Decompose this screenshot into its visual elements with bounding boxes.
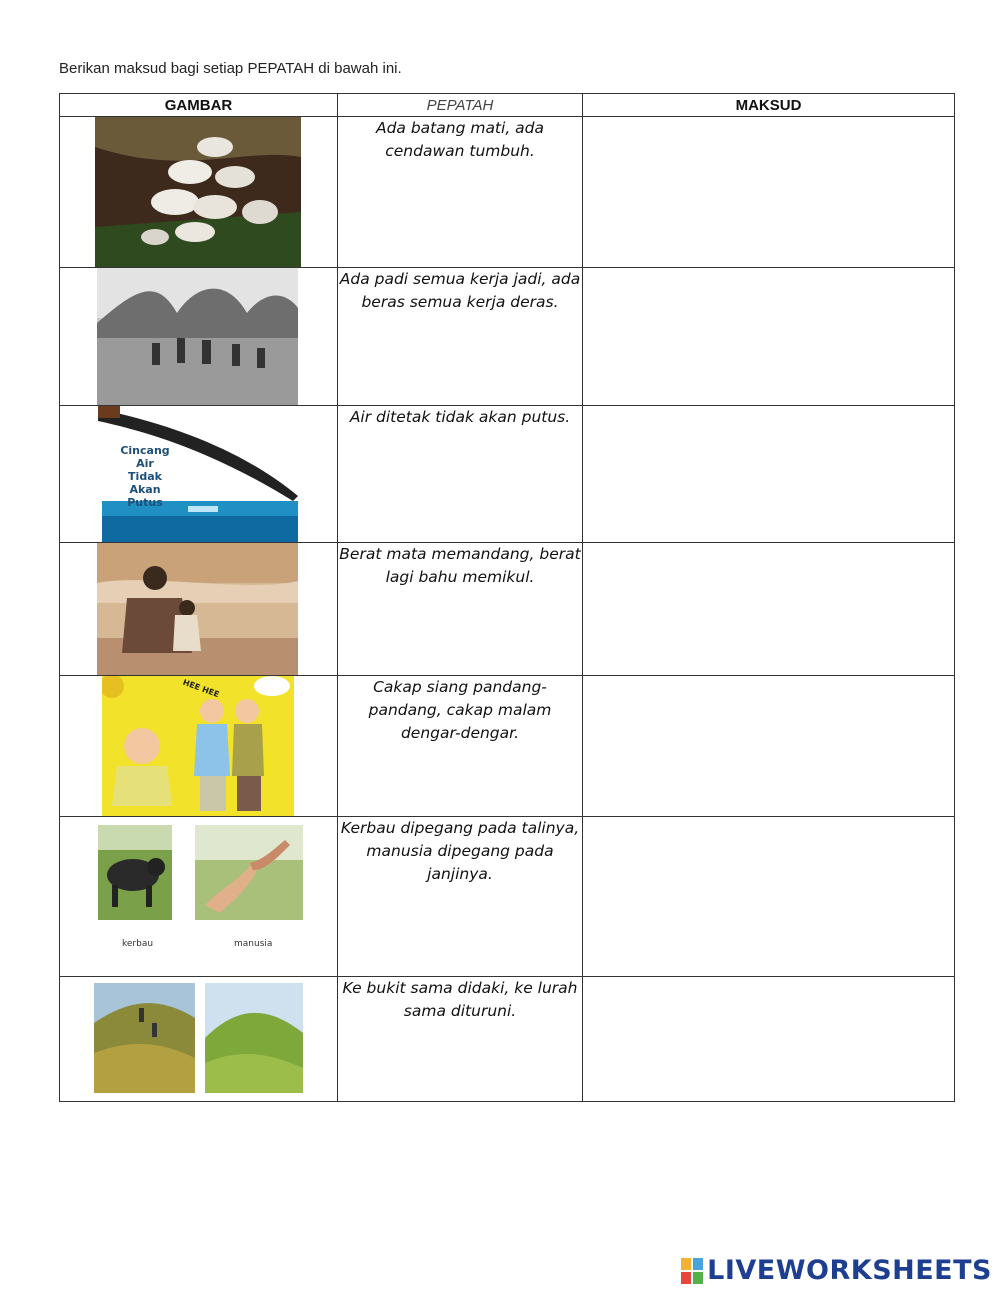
table-row (60, 817, 955, 977)
green-hill-image (205, 983, 303, 1093)
header-maksud: MAKSUD (583, 94, 955, 117)
gambar-cell (60, 977, 338, 1102)
hikers-uphill-image (94, 983, 195, 1093)
pepatah-text: Ke bukit sama didaki, ke lurah sama dituruni. (338, 977, 583, 1102)
cartoon-caption: HEE HEE (181, 677, 221, 700)
table-header-row (60, 94, 955, 117)
liveworksheets-logo (681, 1255, 992, 1286)
header-pepatah: PEPATAH (338, 94, 583, 117)
table-row (60, 543, 955, 676)
manusia-label: manusia (234, 939, 273, 949)
maksud-answer-box[interactable] (583, 268, 955, 406)
cartoon-whisper-image (102, 676, 294, 816)
instruction-text: Berikan maksud bagi setiap PEPATAH di bawah ini. (59, 60, 402, 77)
brand-name: LIVEWORKSHEETS (707, 1255, 992, 1286)
pepatah-text: Berat mata memandang, berat lagi bahu memikul. (338, 543, 583, 676)
pinky-promise-image (195, 825, 303, 920)
gambar-cell (60, 117, 338, 268)
pepatah-text: Ada batang mati, ada cendawan tumbuh. (338, 117, 583, 268)
pepatah-text: Cakap siang pandang-pandang, cakap malam dengar-dengar. (338, 676, 583, 817)
table-row (60, 676, 955, 817)
rice-harvest-image (97, 268, 298, 405)
pepatah-text: Ada padi semua kerja jadi, ada beras semua kerja deras. (338, 268, 583, 406)
maksud-answer-box[interactable] (583, 676, 955, 817)
maksud-answer-box[interactable] (583, 406, 955, 543)
gambar-cell (60, 676, 338, 817)
table-row (60, 977, 955, 1102)
gambar-cell (60, 543, 338, 676)
pepatah-text: Kerbau dipegang pada talinya, manusia dipegang pada janjinya. (338, 817, 583, 977)
table-row (60, 117, 955, 268)
table-row (60, 268, 955, 406)
mushroom-image (95, 117, 301, 267)
pepatah-text: Air ditetak tidak akan putus. (338, 406, 583, 543)
beach-father-child-image (97, 543, 298, 675)
gambar-cell (60, 268, 338, 406)
proverb-table (59, 93, 955, 1102)
maksud-answer-box[interactable] (583, 977, 955, 1102)
kerbau-label: kerbau (122, 939, 154, 949)
maksud-answer-box[interactable] (583, 817, 955, 977)
maksud-answer-box[interactable] (583, 117, 955, 268)
maksud-answer-box[interactable] (583, 543, 955, 676)
buffalo-image (98, 825, 172, 920)
gambar-cell (60, 817, 338, 977)
machete-image-caption: Cincang Air Tidak Akan Putus (120, 444, 170, 509)
header-gambar: GAMBAR (60, 94, 338, 117)
logo-mark-icon (681, 1258, 703, 1284)
gambar-cell (60, 406, 338, 543)
table-row (60, 406, 955, 543)
